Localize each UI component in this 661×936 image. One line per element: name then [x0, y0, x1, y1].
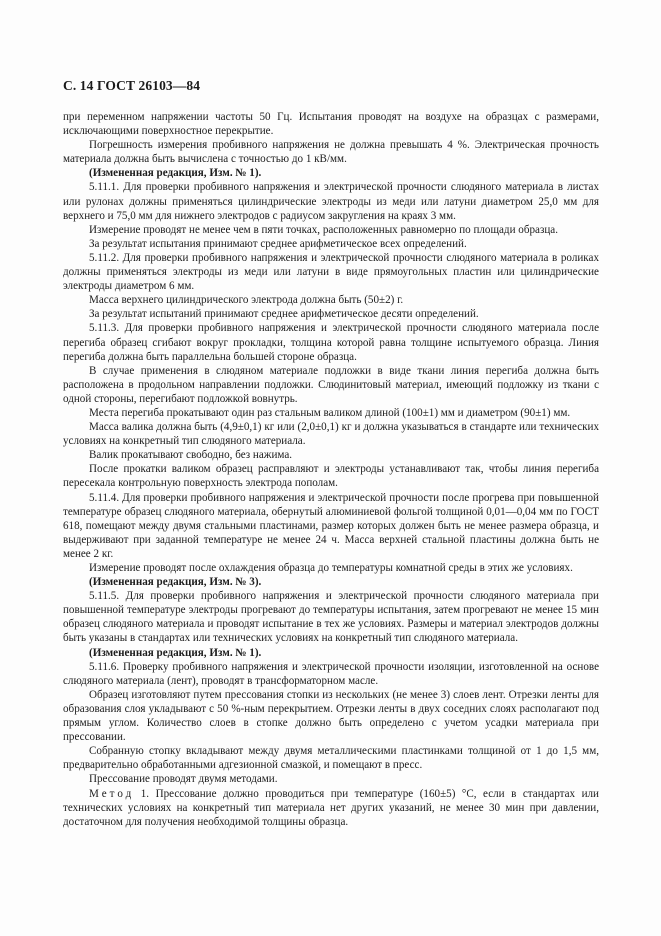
revision-note: (Измененная редакция, Изм. № 1). — [89, 646, 262, 659]
paragraph: 5.11.3. Для проверки пробивного напряжения и электрической прочности слюдяного материала после перегиба образец сгибают вокруг прокладки, толщина которой равна толщине испытуемого образца. Линия перегиба должна быть параллельна большей стороне образца. — [63, 322, 599, 363]
revision-note: (Измененная редакция, Изм. № 1). — [89, 167, 262, 180]
paragraph: Образец изготовляют путем прессования стопки из нескольких (не менее 3) слоев лент. Отрезки ленты для образования слоя укладывают с 50 %-ным перекрытием. Отрезки ленты в двух соседних слоях располагают под прямым углом. Количество слоев в стопке должно быть определено с учетом усадки материала при прессовании. — [63, 688, 599, 744]
paragraph: Погрешность измерения пробивного напряжения не должна превышать 4 %. Электрическая прочность материала должна быть вычислена с точностью до 1 кВ/мм. — [63, 139, 599, 166]
paragraph: Измерение проводят после охлаждения образца до температуры комнатной среды в этих же условиях. — [89, 562, 573, 574]
paragraph: Места перегиба прокатывают один раз стальным валиком длиной (100±1) мм и диаметром (90±1) мм. — [89, 406, 571, 419]
page-header: С. 14 ГОСТ 26103—84 — [63, 78, 201, 93]
paragraph: Собранную стопку вкладывают между двумя металлическими пластинками толщиной от 1 до 1,5 мм, предварительно обработанными адгезионной смазкой, и помещают в пресс. — [63, 745, 599, 772]
paragraph: За результат испытаний принимают среднее арифметическое десяти определений. — [89, 308, 479, 321]
paragraph: 5.11.4. Для проверки пробивного напряжения и электрической прочности после прогрева при повышенной температуре образец слюдяного материала, обернутый алюминиевой фольгой толщиной 0,01—0,04 мм по ГОСТ 618, помещают между двумя стальными пластинами, размер которых должен быть не менее размера образца, и выдерживают при заданной температуре не менее 24 ч. Масса верхней стальной пластины должна быть не менее 2 кг. — [63, 491, 599, 560]
paragraph: Валик прокатывают свободно, без нажима. — [89, 449, 293, 462]
paragraph: Масса валика должна быть (4,9±0,1) кг или (2,0±0,1) кг и должна указываться в стандарте или технических условиях на конкретный тип слюдяного материала. — [63, 421, 599, 448]
paragraph: Измерение проводят не менее чем в пяти точках, расположенных равномерно по площади образца. — [89, 223, 558, 236]
document-body — [63, 110, 599, 829]
paragraph: 5.11.5. Для проверки пробивного напряжения и электрической прочности слюдяного материала при повышенной температуре электроды прогревают до температуры испытания, затем прогревают не менее 15 мин образец слюдяного материала и проводят испытание в тех же условиях. Размеры и материал электродов должны быть указаны в стандартах или технических условиях на конкретный тип слюдяного материала. — [63, 590, 599, 645]
method-text: 1. Прессование должно проводиться при температуре (160±5) °С, если в стандартах или технических условиях на конкретный тип материала нет других указаний, не менее 30 мин при давлении, достаточном для получения необходимой толщины образца. — [63, 787, 599, 828]
paragraph: 5.11.2. Для проверки пробивного напряжения и электрической прочности слюдяного материала в роликах должны применяться электроды из меди или латуни в виде прямоугольных пластин или цилиндрические электроды диаметром 6 мм. — [63, 251, 599, 293]
paragraph: После прокатки валиком образец расправляют и электроды устанавливают так, чтобы линия перегиба пересекала контрольную поверхность электрода пополам. — [63, 463, 599, 490]
revision-note: (Измененная редакция, Изм. № 3). — [89, 576, 262, 589]
method-paragraph — [63, 787, 599, 829]
paragraph: За результат испытания принимают среднее арифметическое всех определений. — [89, 237, 467, 250]
paragraph: Масса верхнего цилиндрического электрода должна быть (50±2) г. — [89, 294, 404, 307]
method-label: Метод — [89, 787, 135, 800]
paragraph: 5.11.1. Для проверки пробивного напряжения и электрической прочности слюдяного материала в листах или рулонах должны применяться цилиндрические электроды из меди или латуни диаметром 25,0 мм для верхнего и 75,0 мм для нижнего электродов с радиусом закругления на краях 3 мм. — [63, 181, 599, 222]
paragraph: В случае применения в слюдяном материале подложки в виде ткани линия перегиба должна быть расположена в продольном направлении подложки. Слюдинитовый материал, имеющий подложку из ткани с одной стороны, перегибают подложкой вовнутрь. — [63, 364, 599, 405]
paragraph: при переменном напряжении частоты 50 Гц. Испытания проводят на воздухе на образцах с размерами, исключающими поверхностное перекрытие. — [63, 111, 599, 138]
paragraph: 5.11.6. Проверку пробивного напряжения и электрической прочности изоляции, изготовленной на основе слюдяного материала (лент), проводят в трансформаторном масле. — [63, 660, 599, 687]
paragraph: Прессование проводят двумя методами. — [89, 773, 278, 786]
